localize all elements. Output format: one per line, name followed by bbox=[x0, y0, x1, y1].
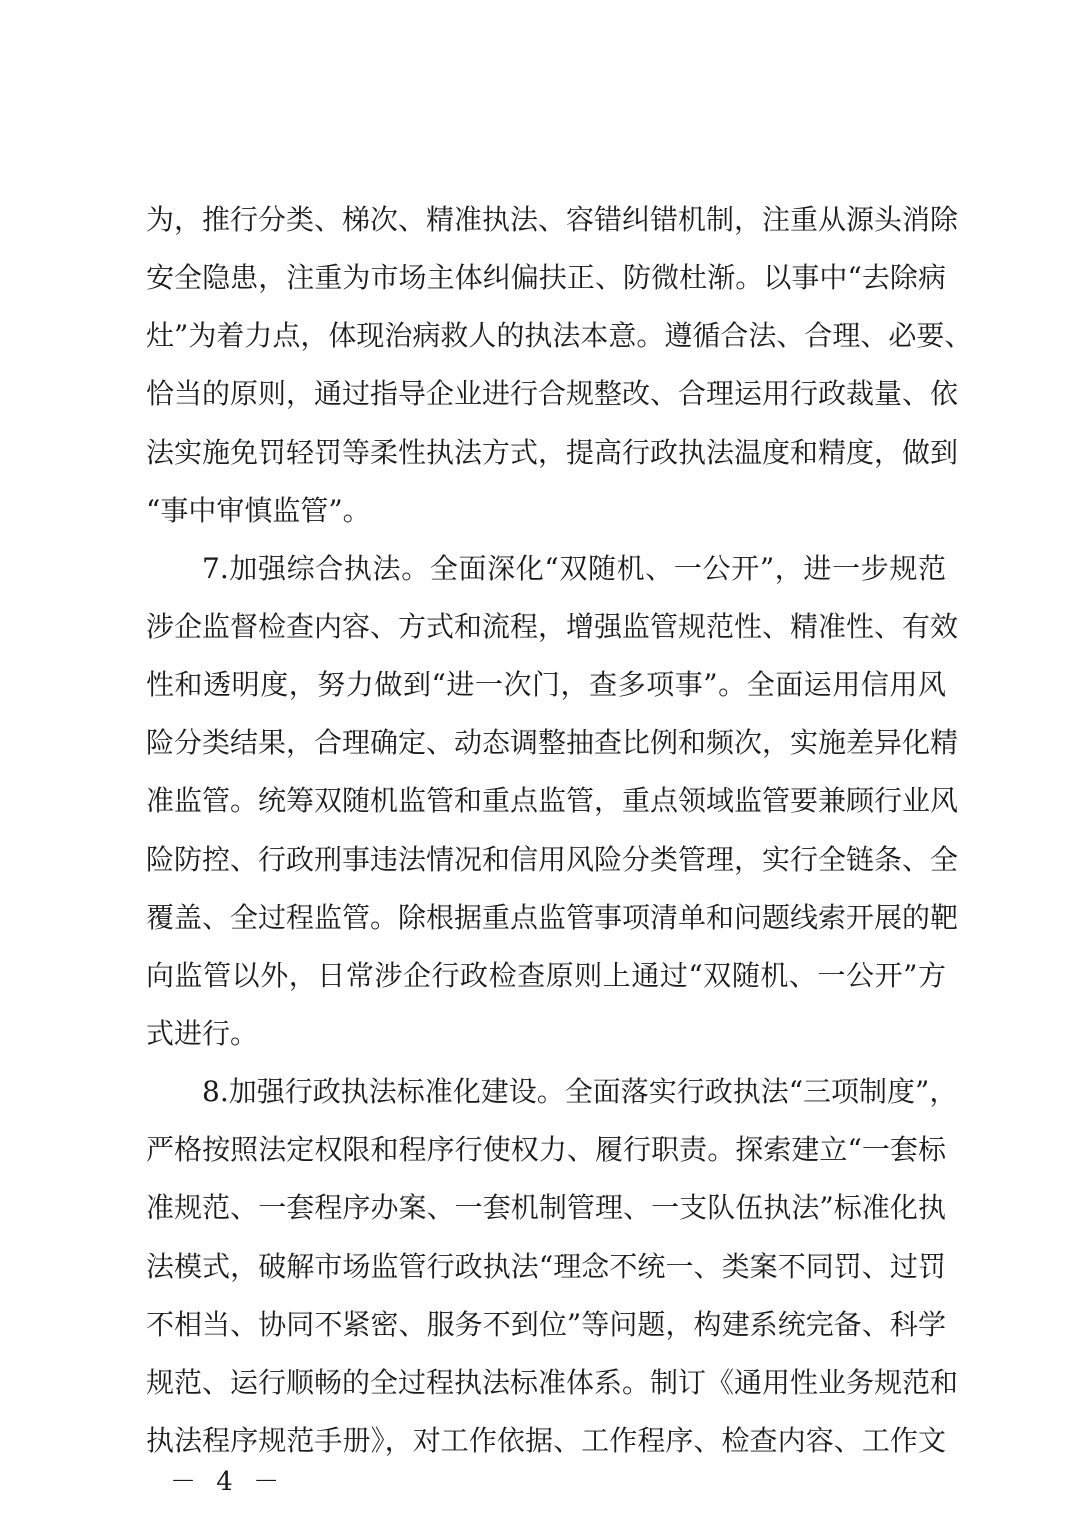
section-8-heading-line: 8.加强行政执法标准化建设。全面落实行政执法“三项制度”， bbox=[202, 1075, 958, 1108]
text-line: 不相当、协同不紧密、服务不到位”等问题，构建系统完备、科学 bbox=[146, 1308, 946, 1341]
text-line: “事中审慎监管”。 bbox=[146, 494, 371, 527]
text-line: 性和透明度，努力做到“进一次门，查多项事”。全面运用信用风 bbox=[146, 668, 946, 701]
text-line: 险防控、行政刑事违法情况和信用风险分类管理，实行全链条、全 bbox=[146, 843, 959, 876]
text-line: 规范、运行顺畅的全过程执法标准体系。制订《通用性业务规范和 bbox=[146, 1366, 959, 1399]
text-line: 灶”为着力点，体现治病救人的执法本意。遵循合法、合理、必要、 bbox=[146, 319, 973, 352]
text-line: 恰当的原则，通过指导企业进行合规整改、合理运用行政裁量、依 bbox=[146, 377, 959, 410]
text-line: 为，推行分类、梯次、精准执法、容错纠错机制，注重从源头消除 bbox=[146, 203, 959, 236]
text-line: 式进行。 bbox=[146, 1017, 259, 1050]
text-line: 覆盖、全过程监管。除根据重点监管事项清单和问题线索开展的靶 bbox=[146, 901, 959, 934]
text-line: 准规范、一套程序办案、一套机制管理、一支队伍执法”标准化执 bbox=[146, 1191, 946, 1224]
text-line: 准监管。统筹双随机监管和重点监管，重点领域监管要兼顾行业风 bbox=[146, 784, 959, 817]
text-line: 法实施免罚轻罚等柔性执法方式，提高行政执法温度和精度，做到 bbox=[146, 436, 959, 469]
text-line: 安全隐患，注重为市场主体纠偏扶正、防微杜渐。以事中“去除病 bbox=[146, 261, 946, 294]
text-line: 向监管以外，日常涉企行政检查原则上通过“双随机、一公开”方 bbox=[146, 959, 946, 992]
text-line: 险分类结果，合理确定、动态调整抽查比例和频次，实施差异化精 bbox=[146, 726, 959, 759]
text-line: 执法程序规范手册》，对工作依据、工作程序、检查内容、工作文 bbox=[146, 1424, 946, 1457]
text-line: 法模式，破解市场监管行政执法“理念不统一、类案不同罚、过罚 bbox=[146, 1250, 946, 1283]
section-7-heading-line: 7.加强综合执法。全面深化“双随机、一公开”，进一步规范 bbox=[202, 552, 946, 585]
page-number: － 4 － bbox=[170, 1467, 286, 1497]
text-line: 严格按照法定权限和程序行使权力、履行职责。探索建立“一套标 bbox=[146, 1133, 946, 1166]
text-line: 涉企监督检查内容、方式和流程，增强监管规范性、精准性、有效 bbox=[146, 610, 959, 643]
